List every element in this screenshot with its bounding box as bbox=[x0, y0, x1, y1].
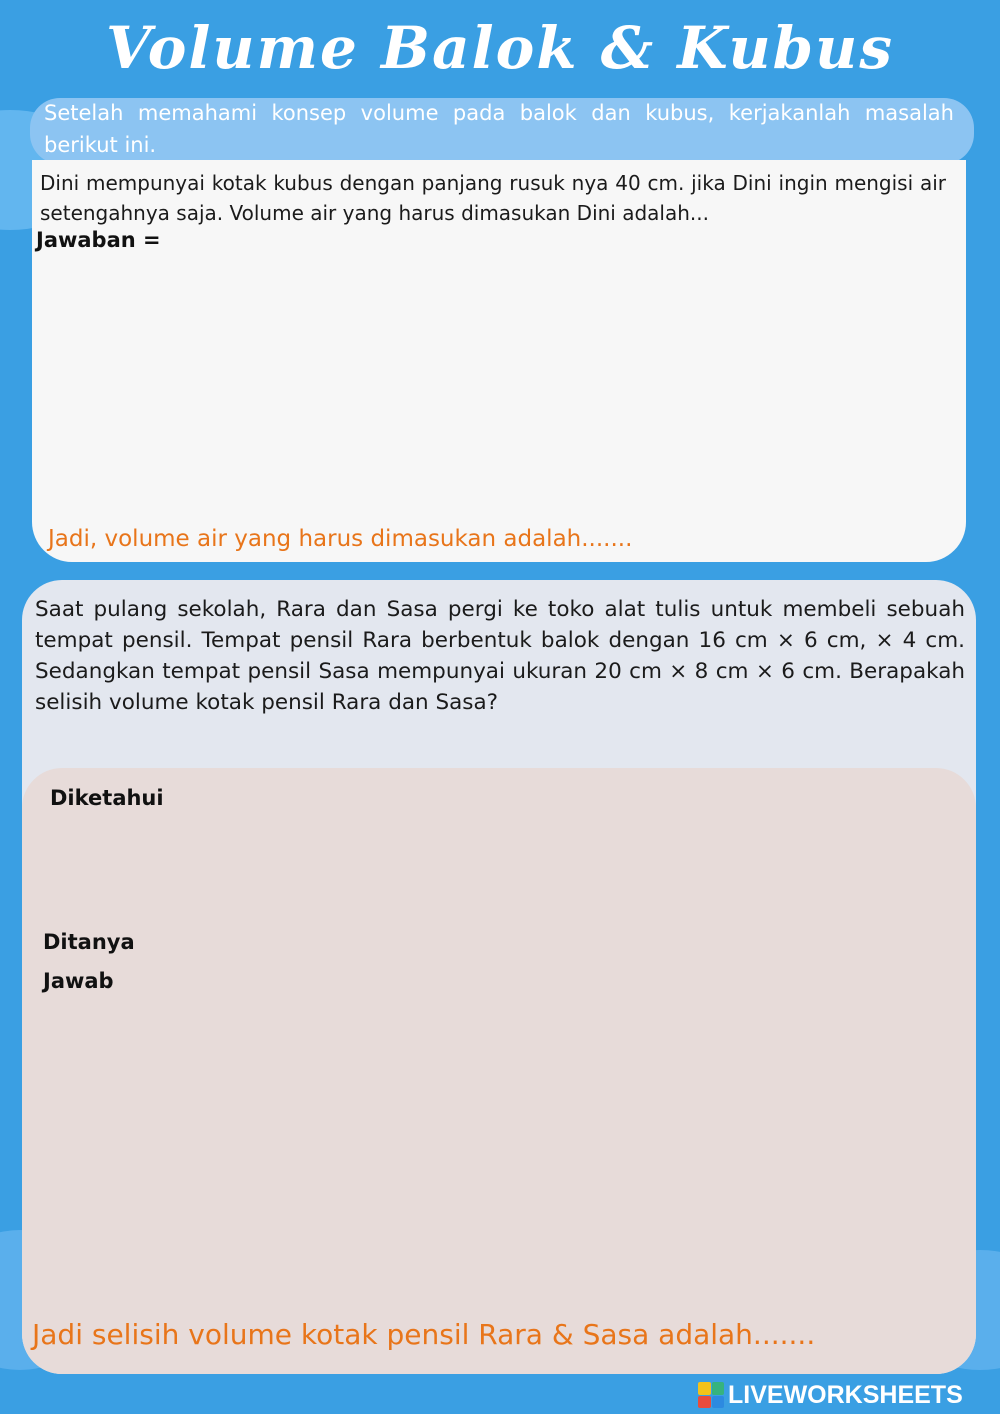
page-title: Volume Balok & Kubus bbox=[106, 14, 894, 82]
liveworksheets-brand bbox=[698, 1380, 998, 1410]
logo-square bbox=[712, 1382, 725, 1395]
asked-label: Ditanya bbox=[43, 930, 135, 954]
question2-conclusion: Jadi selisih volume kotak pensil Rara & Sasa adalah....... bbox=[32, 1318, 816, 1351]
question1-conclusion: Jadi, volume air yang harus dimasukan adalah....... bbox=[48, 526, 633, 552]
question2-answer-area bbox=[22, 768, 976, 1374]
known-label: Diketahui bbox=[50, 786, 164, 810]
liveworksheets-logo-icon bbox=[698, 1382, 724, 1408]
question1-text: Dini mempunyai kotak kubus dengan panjang rusuk nya 40 cm. jika Dini ingin mengisi air setengahnya saja. Volume air yang harus dimasukan Dini adalah... bbox=[40, 171, 946, 225]
question1-answer-label: Jawaban = bbox=[36, 228, 161, 252]
logo-square bbox=[698, 1382, 711, 1395]
logo-square bbox=[712, 1396, 725, 1409]
intro-text: Setelah memahami konsep volume pada balok dan kubus, kerjakanlah masalah berikut ini. bbox=[44, 101, 954, 157]
answer-label: Jawab bbox=[43, 969, 114, 993]
question2-text: Saat pulang sekolah, Rara dan Sasa pergi ke toko alat tulis untuk membeli sebuah tempat pensil. Tempat pensil Rara berbentuk balok dengan 16 cm × 6 cm, × 4 cm. Sedangkan tempat pensil Sasa mempunyai ukuran 20 cm × 8 cm × 6 cm. Berapakah selisih volume kotak pensil Rara dan Sasa? bbox=[35, 597, 965, 715]
brand-name: LIVEWORKSHEETS bbox=[728, 1380, 963, 1409]
logo-square bbox=[698, 1396, 711, 1409]
